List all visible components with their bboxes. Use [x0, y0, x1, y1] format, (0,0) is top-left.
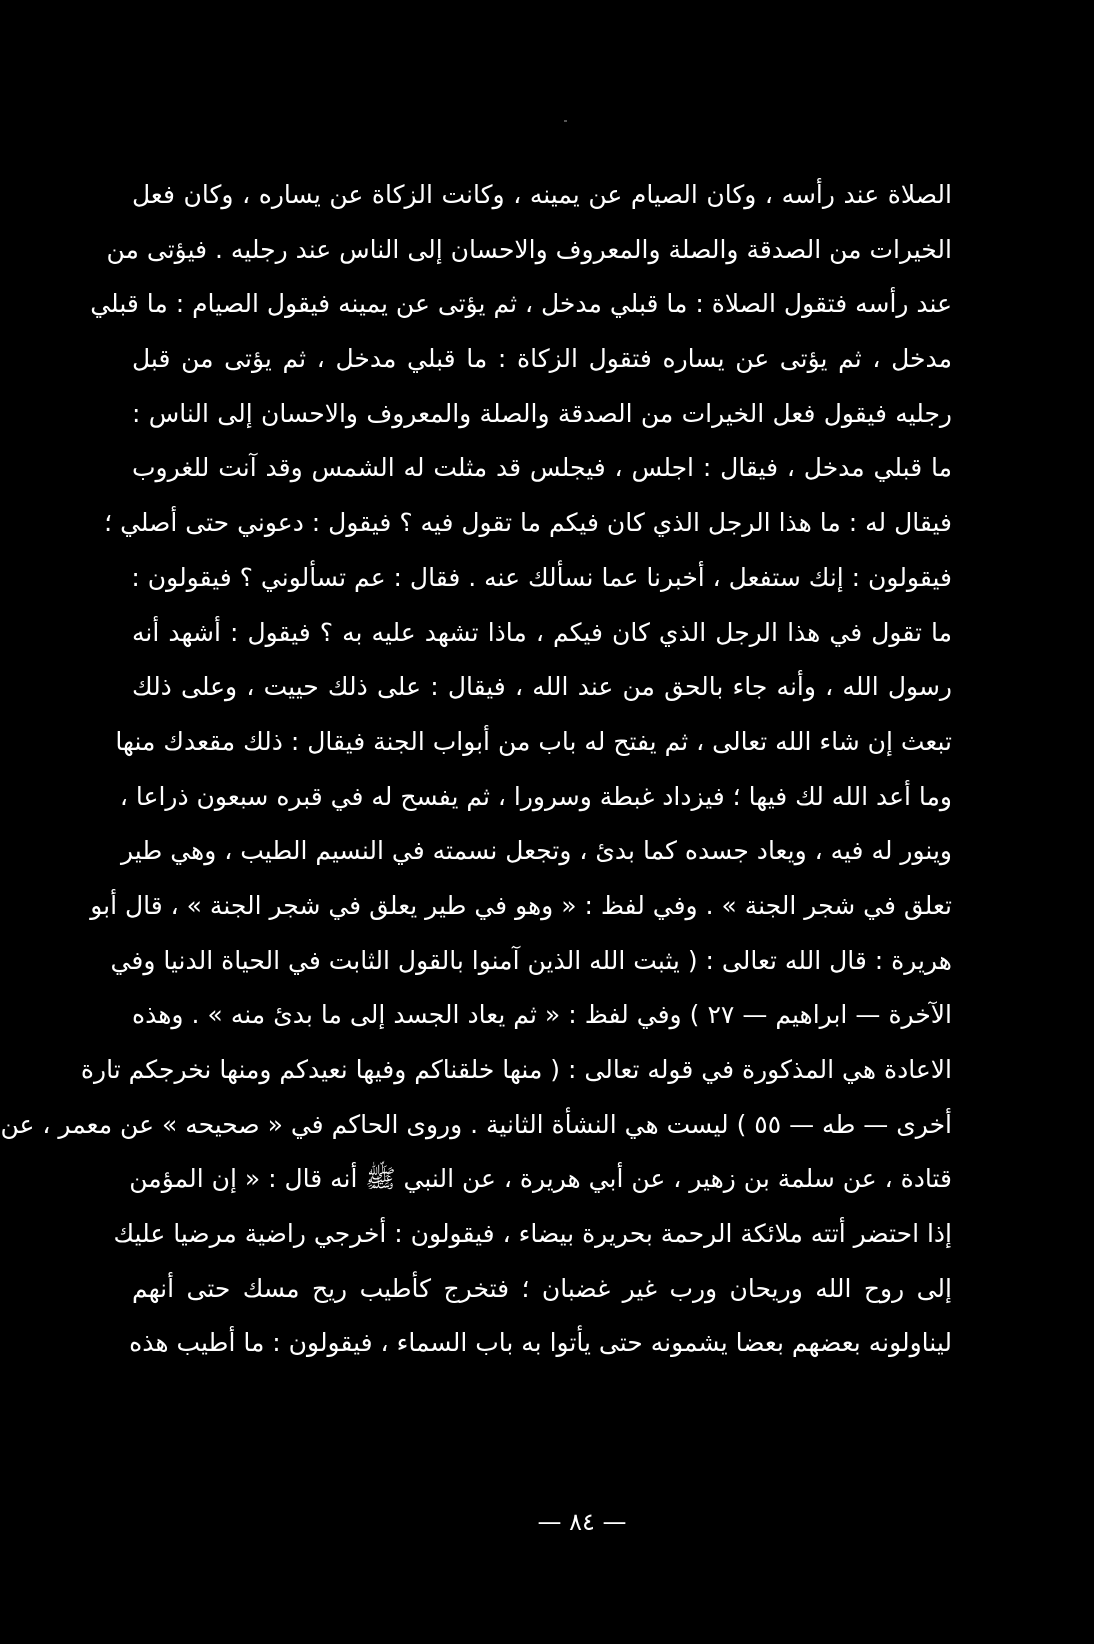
text-line: قتادة ، عن سلمة بن زهير ، عن أبي هريرة ، عن النبي ﷺ أنه قال : « إن المؤمن — [129, 1164, 952, 1194]
text-line: تبعث إن شاء الله تعالى ، ثم يفتح له باب من أبواب الجنة فيقال : ذلك مقعدك منها — [115, 726, 952, 756]
text-line: مدخل ، ثم يؤتى عن يساره فتقول الزكاة : ما قبلي مدخل ، ثم يؤتى من قبل — [132, 344, 952, 374]
text-line: وينور له فيه ، ويعاد جسده كما بدئ ، وتجعل نسمته في النسيم الطيب ، وهي طير — [121, 836, 952, 866]
text-line: هريرة : قال الله تعالى : ( يثبت الله الذين آمنوا بالقول الثابت في الحياة الدنيا وفي — [110, 945, 952, 975]
body-text — [0, 168, 952, 1371]
text-line: ما قبلي مدخل ، فيقال : اجلس ، فيجلس قد مثلت له الشمس وقد آنت للغروب — [132, 453, 952, 483]
text-line: إلى روح الله وريحان ورب غير غضبان ؛ فتخرج كأطيب ريح مسك حتى أنهم — [132, 1273, 952, 1303]
text-line: فيقال له : ما هذا الرجل الذي كان فيكم ما تقول فيه ؟ فيقول : دعوني حتى أصلي ؛ — [104, 508, 952, 538]
page-number: — ٨٤ — — [537, 1508, 627, 1536]
text-line: عند رأسه فتقول الصلاة : ما قبلي مدخل ، ثم يؤتى عن يمينه فيقول الصيام : ما قبلي — [90, 289, 952, 319]
text-line: وما أعد الله لك فيها ؛ فيزداد غبطة وسرورا ، ثم يفسح له في قبره سبعون ذراعا ، — [119, 781, 952, 811]
text-line: الصلاة عند رأسه ، وكان الصيام عن يمينه ، وكانت الزكاة عن يساره ، وكان فعل — [132, 180, 952, 209]
text-line: الآخرة — ابراهيم — ٢٧ ) وفي لفظ : « ثم يعاد الجسد إلى ما بدئ منه » . وهذه — [132, 1000, 952, 1030]
text-line: ما تقول في هذا الرجل الذي كان فيكم ، ماذا تشهد عليه به ؟ فيقول : أشهد أنه — [132, 617, 952, 647]
text-line: الخيرات من الصدقة والصلة والمعروف والاحسان إلى الناس عند رجليه . فيؤتى من — [106, 234, 952, 264]
text-line: أخرى — طه — ٥٥ ) ليست هي النشأة الثانية . وروى الحاكم في « صحيحه » عن معمر ، عن — [0, 1109, 952, 1139]
text-line: ليناولونه بعضهم بعضا يشمونه حتى يأتوا به باب السماء ، فيقولون : ما أطيب هذه — [129, 1328, 952, 1358]
text-line: تعلق في شجر الجنة » . وفي لفظ : « وهو في طير يعلق في شجر الجنة » ، قال أبو — [90, 890, 952, 920]
text-line: رجليه فيقول فعل الخيرات من الصدقة والصلة والمعروف والاحسان إلى الناس : — [132, 398, 952, 428]
text-line: فيقولون : إنك ستفعل ، أخبرنا عما نسألك عنه . فقال : عم تسألوني ؟ فيقولون : — [131, 562, 952, 592]
text-line: رسول الله ، وأنه جاء بالحق من عند الله ، فيقال : على ذلك حييت ، وعلى ذلك — [132, 672, 952, 702]
text-line: الاعادة هي المذكورة في قوله تعالى : ( منها خلقناكم وفيها نعيدكم ومنها نخرجكم تارة — [80, 1055, 952, 1084]
scan-speck — [564, 120, 567, 122]
text-line: إذا احتضر أتته ملائكة الرحمة بحريرة بيضاء ، فيقولون : أخرجي راضية مرضيا عليك — [113, 1219, 952, 1249]
